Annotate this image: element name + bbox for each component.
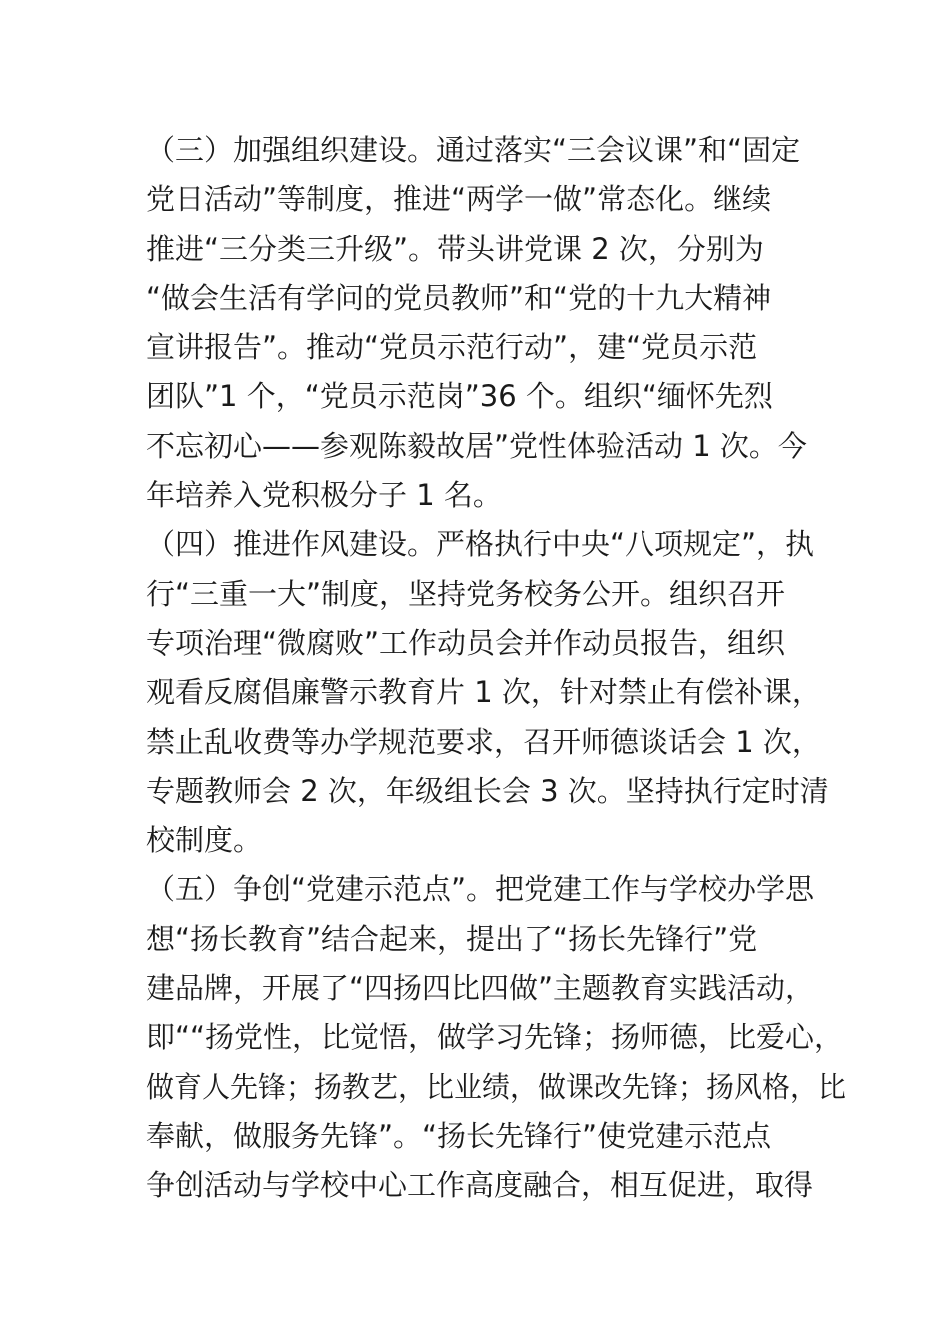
text-line: 专项治理“微腐败”工作动员会并作动员报告，组织: [146, 625, 786, 660]
text-line: 禁止乱收费等办学规范要求，召开师德谈话会 1 次，: [146, 724, 821, 759]
text-line: 建品牌，开展了“四扬四比四做”主题教育实践活动，: [146, 971, 815, 1006]
text-line: 争创活动与学校中心工作高度融合，相互促进，取得: [146, 1168, 814, 1203]
text-line: 宣讲报告”。推动“党员示范行动”，建“党员示范: [146, 330, 758, 365]
text-line: 年培养入党积极分子 1 名。: [146, 478, 502, 513]
body-text: [146, 126, 846, 1211]
text-line: （五）争创“党建示范点”。把党建工作与学校办学思: [146, 872, 815, 907]
text-line: （三）加强组织建设。通过落实“三会议课”和“固定: [146, 133, 801, 167]
text-line: 校制度。: [146, 823, 263, 858]
text-line: 即““扬党性，比觉悟，做学习先锋；扬师德，比爱心，: [146, 1020, 844, 1055]
text-line: “做会生活有学问的党员教师”和“党的十九大精神: [146, 280, 772, 315]
text-line: 推进“三分类三升级”。带头讲党课 2 次，分别为: [146, 231, 764, 266]
text-line: 党日活动”等制度，推进“两学一做”常态化。继续: [146, 182, 772, 217]
text-line: 团队”1 个，“党员示范岗”36 个。组织“缅怀先烈: [146, 379, 773, 414]
text-line: 想“扬长教育”结合起来，提出了“扬长先锋行”党: [146, 921, 758, 956]
text-line: （四）推进作风建设。严格执行中央“八项规定”，执: [146, 527, 815, 562]
text-line: 不忘初心——参观陈毅故居”党性体验活动 1 次。今: [146, 428, 807, 463]
text-line: 奉献，做服务先锋”。“扬长先锋行”使党建示范点: [146, 1118, 772, 1153]
text-line: 观看反腐倡廉警示教育片 1 次，针对禁止有偿补课，: [146, 675, 821, 710]
text-line: 行“三重一大”制度，坚持党务校务公开。组织召开: [146, 576, 786, 611]
text-line: 专题教师会 2 次，年级组长会 3 次。坚持执行定时清: [146, 773, 829, 808]
text-line: 做育人先锋；扬教艺，比业绩，做课改先锋；扬风格，比: [146, 1069, 847, 1104]
